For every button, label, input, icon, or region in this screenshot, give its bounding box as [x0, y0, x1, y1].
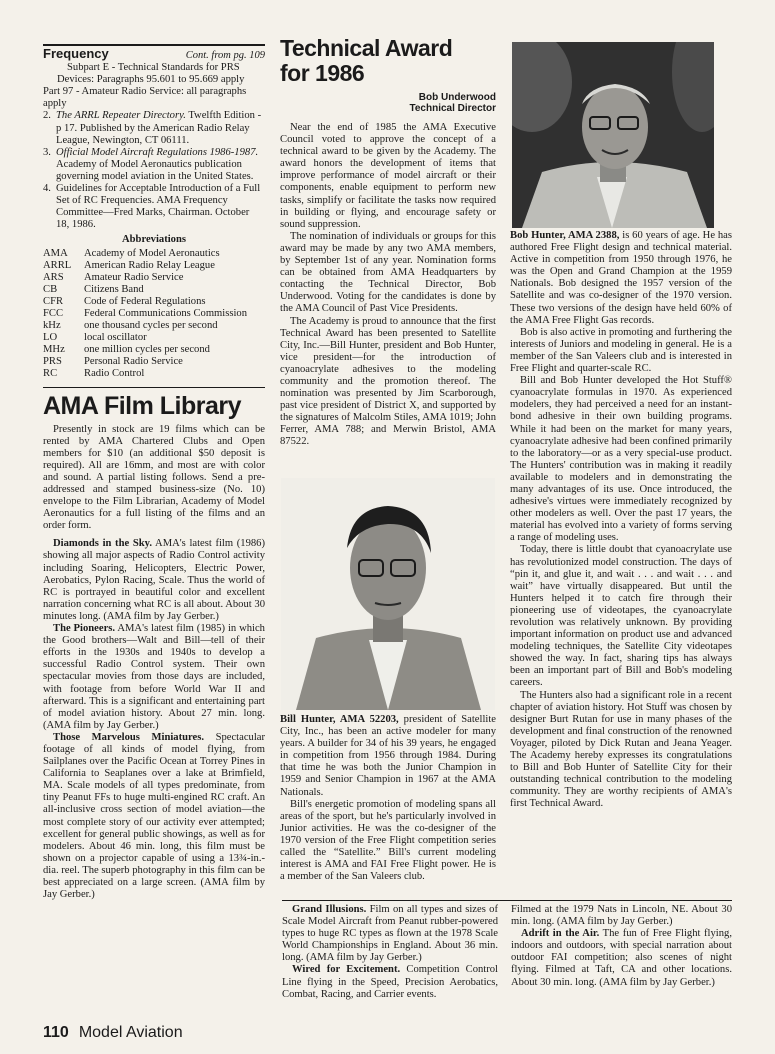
award-paragraph: Bill and Bob Hunter developed the Hot Stuff® cyanoacrylate formulas in 1970. As experienced modelers, they had perceived a need for an instant-bond adhesive in their own building programs. While it had been on the market for many years, cyanoacrylate adhesive had been confined primarily to the laboratory—or as a very special-use product. The Hunters' contribution was in making it readily available to modelers and in demonstrating the many advantages of its use. Once introduced, the adhesive's virtues were immediately recognized by other modelers as well. Over the past 17 years, the material has evolved into a variety of forms serving a range of modeling uses.: [510, 375, 732, 544]
reference-number: 2.: [43, 110, 51, 122]
byline: [280, 92, 496, 114]
bill-hunter-portrait: [281, 478, 495, 710]
abbreviation-row: [43, 344, 247, 356]
abbreviation-row: [43, 320, 247, 332]
award-column: [280, 36, 496, 449]
page-footer: [43, 1024, 183, 1042]
abbreviation-key: ARS: [43, 271, 64, 283]
abbreviation-row: [43, 272, 247, 284]
abbreviation-row: [43, 248, 247, 260]
film-name: Diamonds in the Sky.: [53, 538, 152, 550]
bill-hunter-photo: [281, 478, 495, 710]
abbreviation-key: CFR: [43, 295, 64, 307]
abbreviation-meaning: Radio Control: [84, 368, 145, 380]
film-name: Grand Illusions.: [292, 904, 367, 915]
reference-number: 4.: [43, 183, 51, 195]
abbreviation-key: CB: [43, 283, 58, 295]
film-description: Competition Control Line flying in the Speed, Precision Aerobatics, Combat, Racing, and Carrier events.: [282, 964, 498, 1000]
abbreviation-key: RC: [43, 368, 58, 380]
award-title-line: for 1986: [280, 60, 365, 86]
abbreviation-meaning: Amateur Radio Service: [84, 271, 184, 283]
award-paragraph: The Hunters also had a significant role in a recent chapter of aviation history. Hot Stuff was chosen by designer Burt Rutan for use in many phases of the development and final construction of the renowned Voyager, piloted by Dick Rutan and Jeana Yeager. The Academy hereby expresses its congratulations to Bill and Bob Hunter of Satellite City for their outstanding technical contribution to the modeling community. They are worthy recipients of AMA's first Technical Award.: [510, 689, 732, 810]
bob-caption-text: is 60 years of age. He has authored Free Flight design and technical material. Active in competition from 1950 through 1976, he was the Open and Grand Champion at the 1959 Nationals. Bob designed the 1957 version of the Satellite and was co-designer of the 1970 version. These two versions of the design have held 60% of the AMA Free Flight Gas records.: [510, 230, 733, 326]
award-title: [280, 36, 496, 86]
bob-hunter-photo: [512, 42, 714, 228]
film-description: AMA's latest film (1986) showing all major aspects of Radio Control activity including Soaring, Helicopters, Electric Power, Aerobatics, Pylon Racing, Scale. Thus the world of RC is portrayed in beautiful color and excellent narration concerning what RC is all about. About 30 minutes long. (AMA film by Jay Gerber.): [43, 538, 265, 622]
bill-caption-name: Bill Hunter, AMA 52203,: [280, 714, 399, 725]
reference-text: Twelfth Edition - p 17. Published by the American Radio Relay League, Newington, CT 06111.: [56, 110, 262, 146]
film-description: Spectacular footage of all kinds of model flying, from Sailplanes over the Pacific Ocean at Torrey Pines in California to Seaplanes over a lake at Brimfield, MA. Scale models of all types predominate, from tiny Peanut FFs to huge multi-engined RC craft. An all-inclusive cross section of model aviation—the most complete story of our activity ever attempted; excellent for general public showings, as well as for modelers. About 46 min. long, this film must be shown on a projector capable of using a 13¾-in.-dia. reel. The superb photography in this film can be best appreciated on a large screen. (AMA film by Jay Gerber.): [43, 731, 265, 901]
abbreviation-meaning: Federal Communications Commission: [84, 307, 248, 319]
abbreviation-meaning: local oscillator: [84, 332, 147, 344]
film-name: Those Marvelous Miniatures.: [53, 731, 204, 743]
abbreviation-row: [43, 308, 247, 320]
reference-text: Academy of Model Aeronautics publication governing model aviation in the United States.: [56, 158, 254, 182]
author-name: Bob Underwood: [418, 92, 496, 103]
film-name: Wired for Excitement.: [292, 964, 401, 976]
film-description: The fun of Free Flight flying, indoors and outdoors, with special narration about outdoor FAI competition; also scenes of night flying. Filmed at Taft, CA and other locations. About 30 min. long. (AMA film by Jay Gerber.): [511, 928, 732, 988]
film-name: Adrift in the Air.: [521, 928, 600, 940]
film-name: The Pioneers.: [53, 623, 116, 635]
abbreviation-meaning: one million cycles per second: [84, 344, 210, 356]
award-paragraph: Near the end of 1985 the AMA Executive Council voted to approve the concept of a technical award to be given by the Academy. The award honors the development of items that improve performance of model aircraft or their components, enable equipment to perform new tasks, simplify or facilitate the tasks now required in building or flying, and encourage safety or sound suppression.: [280, 122, 496, 230]
abbreviation-key: AMA: [43, 247, 68, 259]
right-column: [510, 230, 732, 811]
part-97: Part 97 - Amateur Radio Service: all paragraphs apply: [43, 86, 247, 110]
award-paragraph: Bob is also active in promoting and furthering the interests of Juniors and modeling in general. He is a member of the San Valeers club and is interested in Free Flight and quarter-scale RC.: [510, 326, 732, 375]
author-role: Technical Director: [409, 103, 496, 114]
film-entry: [43, 538, 265, 623]
magazine-name: Model Aviation: [78, 1024, 183, 1041]
film-entry: [43, 732, 265, 901]
abbreviation-meaning: Citizens Band: [84, 283, 144, 295]
abbreviation-row: [43, 356, 247, 368]
left-column: [43, 44, 265, 901]
bob-hunter-portrait: [512, 42, 714, 228]
film-bottom-right: [511, 904, 732, 989]
bill-caption: [280, 714, 496, 799]
film-library-title: AMA Film Library: [43, 387, 265, 420]
film-entry: [43, 623, 265, 732]
film-entry: [282, 904, 498, 964]
reference-text: Guidelines for Acceptable Introduction of a Full Set of RC Frequencies. AMA Frequency Committee—Fred Marks, Chairman. October 18, 1986.: [56, 183, 261, 231]
abbreviation-row: [43, 260, 247, 272]
abbreviation-key: kHz: [43, 320, 61, 332]
abbreviation-meaning: one thousand cycles per second: [84, 320, 218, 332]
award-title-line: Technical Award: [280, 35, 453, 61]
continued-note: Cont. from pg. 109: [185, 50, 265, 61]
bob-caption-name: Bob Hunter, AMA 2388,: [510, 230, 620, 241]
bill-paragraph: Bill's energetic promotion of modeling spans all areas of the sport, but he's particularly involved in Junior activities. He was the co-designer of the 1970 version of the Free Flight competition series called the “Satellite.” Bill's current modeling interest is AMA and FAI Free Flight power. He is a member of the San Valeers club.: [280, 798, 496, 883]
reference-title: Official Model Aircraft Regulations 1986-1987.: [56, 146, 259, 158]
abbreviation-meaning: Academy of Model Aeronautics: [84, 247, 220, 259]
abbreviation-row: [43, 368, 247, 380]
bob-caption: [510, 230, 732, 327]
abbreviation-key: FCC: [43, 307, 64, 319]
abbreviation-row: [43, 332, 247, 344]
frequency-title: Frequency: [43, 46, 109, 61]
award-paragraph: The Academy is proud to announce that the first Technical Award has been presented to Satellite City, Inc.—Bill Hunter, president and Bob Hunter, vice president—for the introduction of cyanoacrylate adhesives to the modeling community and the promotion thereof. The nomination was presented by Jim Scarborough, past vice president of District X, and supported by the signatures of Malcolm Stiles, AMA 1019; John Ferrer, AMA 788; and Merwin Bristol, AMA 87522.: [280, 315, 496, 448]
reference-title: The ARRL Repeater Directory.: [56, 110, 186, 122]
film-entry: [282, 964, 498, 1000]
abbreviation-meaning: American Radio Relay League: [84, 259, 215, 271]
abbreviation-row: [43, 284, 247, 296]
abbreviation-meaning: Personal Radio Service: [84, 356, 183, 368]
film-description: AMA's latest film (1985) in which the Good brothers—Walt and Bill—tell of their efforts in the 1930s and 1940s to develop a successful Radio Control system. Their own spectacular movies from those days are included, with footage from before World War II and afterward. This is a significant and entertaining part of model aviation history. About 27 min. long. (AMA film by Jay Gerber.): [43, 623, 265, 731]
page-number: 110: [43, 1024, 69, 1041]
section-divider: [282, 900, 732, 901]
bill-caption-text: president of Satellite City, Inc., has been an active modeler for many years. A builder for 34 of his 39 years, he engaged in competition from 1956 through 1984. During that time he was both the Junior Champion in 1959 and Senior Champion in 1967 at the AMA Nationals.: [280, 714, 496, 798]
abbreviations-title: Abbreviations: [122, 234, 186, 246]
award-paragraph: The nomination of individuals or groups for this award may be made by any two AMA members, by September 1st of any year. Nomination forms can be obtained from AMA Headquarters by contacting the Technical Director, Bob Underwood. Voting for the candidates is done by the AMA Council of Past Vice Presidents.: [280, 230, 496, 315]
reference-item: [43, 110, 265, 146]
subpart-e: Subpart E - Technical Standards for PRS Devices: Paragraphs 95.601 to 95.669 apply: [57, 62, 245, 86]
film-intro: Presently in stock are 19 films which can be rented by AMA Chartered Clubs and Open members for $10 (an additional $50 deposit is required). All are 16mm, and most are with color and sound. A partial listing follows. Send a pre-addressed and stamped business-size (No. 10) envelope to the Film Librarian, Academy of Model Aeronautics for a full listing of the films and an order form.: [43, 423, 265, 532]
abbreviation-key: MHz: [43, 344, 65, 356]
abbreviation-meaning: Code of Federal Regulations: [84, 295, 206, 307]
film-continued: Filmed at the 1979 Nats in Lincoln, NE. About 30 min. long. (AMA film by Jay Gerber.): [511, 904, 732, 928]
film-bottom-middle: [282, 904, 498, 1001]
abbreviation-row: [43, 296, 247, 308]
abbreviations-table: [43, 248, 247, 381]
reference-item: [43, 183, 265, 231]
bill-caption-block: [280, 714, 496, 883]
abbreviation-key: PRS: [43, 356, 62, 368]
award-paragraph: Today, there is little doubt that cyanoacrylate use has revolutionized model construction. The days of “pin it, and glue it, and wait . . . and wait . . . and wait” have virtually disappeared. But until the Hunters helped it to catch fire through their pioneering use of videotapes, the cyanoacrylate revolution was relatively unknown. By providing important information on product use and advanced modeling techniques, the Satellite City videotapes showed the way. In fact, sharing tips has always been an important part of Bill and Bob's modeling careers.: [510, 544, 732, 689]
abbreviation-key: ARRL: [43, 259, 72, 271]
abbreviation-key: LO: [43, 332, 58, 344]
reference-item: [43, 147, 265, 183]
film-entry: [511, 928, 732, 988]
film-description: Film on all types and sizes of Scale Model Aircraft from Peanut rubber-powered types to huge RC types as flown at the 1978 Scale World Championships in England. About 36 min. long. (AMA film by Jay Gerber.): [282, 904, 498, 964]
frequency-header: [43, 44, 265, 62]
reference-number: 3.: [43, 146, 51, 158]
